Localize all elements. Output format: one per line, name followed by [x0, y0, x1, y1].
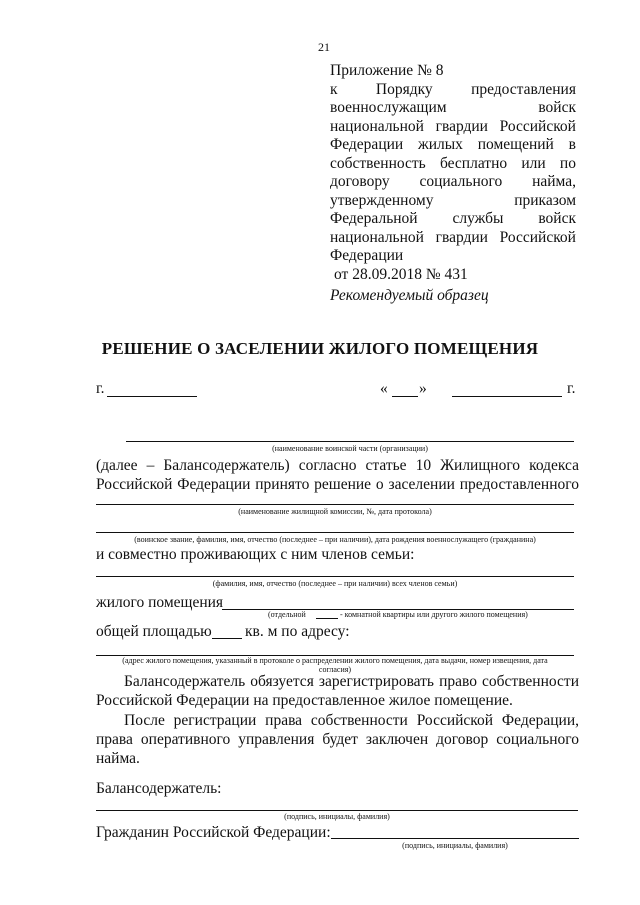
area-field[interactable]: [212, 638, 242, 639]
appendix-word: жилых: [418, 136, 463, 153]
serviceman-caption: (воинское звание, фамилия, имя, отчество (последнее – при наличии), дата рождения военнослужащего (гражданина): [134, 535, 536, 544]
quote-open: «: [380, 380, 388, 397]
year-suffix: г.: [567, 380, 576, 397]
appendix-line: [330, 81, 576, 100]
appendix-word: от 28.09.2018 № 431: [334, 265, 468, 283]
appendix-word: Российской: [499, 228, 576, 246]
city-prefix: г.: [96, 380, 105, 397]
appendix-word: предоставления: [471, 80, 576, 98]
appendix-line: [330, 247, 576, 266]
appendix-line: [330, 155, 576, 174]
premises-label: жилого помещения: [96, 594, 224, 611]
appendix-word: службы: [452, 210, 504, 227]
paragraph-1-line-2: Российской Федерации на предоставленное жилое помещение.: [96, 692, 513, 709]
paragraph-contract: [96, 711, 579, 768]
premises-caption-a: (отдельной: [268, 610, 306, 619]
family-field[interactable]: [96, 576, 574, 577]
unit-caption: (наименование воинской части (организации): [272, 444, 428, 453]
rooms-field[interactable]: [316, 618, 338, 619]
appendix-line: [330, 210, 576, 229]
appendix-line: [330, 62, 576, 81]
appendix-line: [330, 136, 576, 155]
area-label: общей площадью: [96, 623, 212, 640]
appendix-word: Федеральной: [330, 210, 418, 227]
appendix-word: социального: [419, 173, 503, 190]
serviceman-field[interactable]: [96, 532, 574, 533]
paragraph-2-line-3: найма.: [96, 750, 140, 767]
paragraph-2-line-1: После регистрации права собственности Российской Федерации,: [124, 712, 579, 729]
premises-caption-b: - комнатной квартиры или другого жилого помещения): [340, 610, 528, 619]
appendix-word: гвардии: [435, 228, 488, 246]
address-caption-2: согласия): [318, 665, 352, 674]
unit-field[interactable]: [126, 441, 574, 442]
appendix-word: национальной: [330, 228, 424, 246]
appendix-word: Порядку: [375, 80, 433, 98]
citizen-label: Гражданин Российской Федерации:: [96, 824, 331, 841]
address-caption-1: (адрес жилого помещения, указанный в протоколе о распределении жилого помещения, дата выдачи, номер извещения, дата: [122, 656, 548, 665]
appendix-header: [330, 62, 576, 284]
city-field[interactable]: [107, 396, 197, 397]
appendix-line: [330, 266, 576, 285]
appendix-word: по: [559, 154, 576, 172]
commission-field[interactable]: [96, 504, 574, 505]
document-title: РЕШЕНИЕ О ЗАСЕЛЕНИИ ЖИЛОГО ПОМЕЩЕНИЯ: [101, 339, 539, 358]
appendix-line: [330, 118, 576, 137]
paragraph-2-line-2: права оперативного управления будет заключен договор социального: [96, 731, 579, 748]
citizen-signature-field[interactable]: [331, 838, 579, 839]
appendix-line: [330, 173, 576, 192]
appendix-line: [330, 229, 576, 248]
commission-caption: (наименование жилищной комиссии, №, дата протокола): [238, 507, 432, 516]
family-text: и совместно проживающих с ним членов семьи:: [96, 546, 415, 563]
appendix-word: войск: [538, 210, 576, 227]
appendix-word: военнослужащим: [330, 99, 447, 116]
appendix-line: [330, 192, 576, 211]
appendix-word: бесплатно: [439, 154, 508, 172]
appendix-word: гвардии: [435, 117, 488, 135]
appendix-word: Федерации: [330, 136, 404, 153]
holder-signature-caption: (подпись, инициалы, фамилия): [284, 812, 390, 821]
appendix-word: утвержденному: [330, 191, 434, 209]
appendix-line: [330, 99, 576, 118]
appendix-word: в: [568, 136, 576, 153]
appendix-word: Федерации: [330, 247, 404, 264]
appendix-word: к: [330, 80, 338, 98]
family-caption: (фамилия, имя, отчество (последнее – при наличии) всех членов семьи): [212, 579, 458, 588]
paragraph-1-line-1: Балансодержатель обязуется зарегистрировать право собственности: [124, 673, 579, 690]
appendix-word: национальной: [330, 117, 424, 135]
appendix-word: собственность: [330, 154, 426, 172]
sample-label: Рекомендуемый образец: [330, 287, 489, 304]
area-unit-label: кв. м по адресу:: [245, 623, 350, 640]
appendix-word: Приложение № 8: [330, 62, 444, 79]
paragraph-registration: [96, 672, 579, 710]
appendix-word: помещений: [477, 136, 554, 153]
day-field[interactable]: [392, 396, 418, 397]
quote-close: »: [419, 380, 427, 397]
appendix-word: приказом: [514, 191, 576, 209]
appendix-word: или: [521, 154, 546, 172]
holder-signature-field[interactable]: [96, 810, 578, 811]
appendix-word: войск: [538, 99, 576, 116]
body-line-2: Российской Федерации принято решение о заселении предоставленного: [96, 476, 579, 493]
appendix-word: Российской: [499, 117, 576, 135]
appendix-word: найма,: [532, 173, 576, 190]
citizen-signature-caption: (подпись, инициалы, фамилия): [402, 841, 508, 850]
page-number: 21: [318, 40, 330, 54]
holder-label: Балансодержатель:: [96, 780, 222, 797]
body-line-1: (далее – Балансодержатель) согласно статье 10 Жилищного кодекса: [96, 457, 579, 474]
month-year-field[interactable]: [452, 396, 562, 397]
appendix-word: договору: [330, 173, 390, 190]
